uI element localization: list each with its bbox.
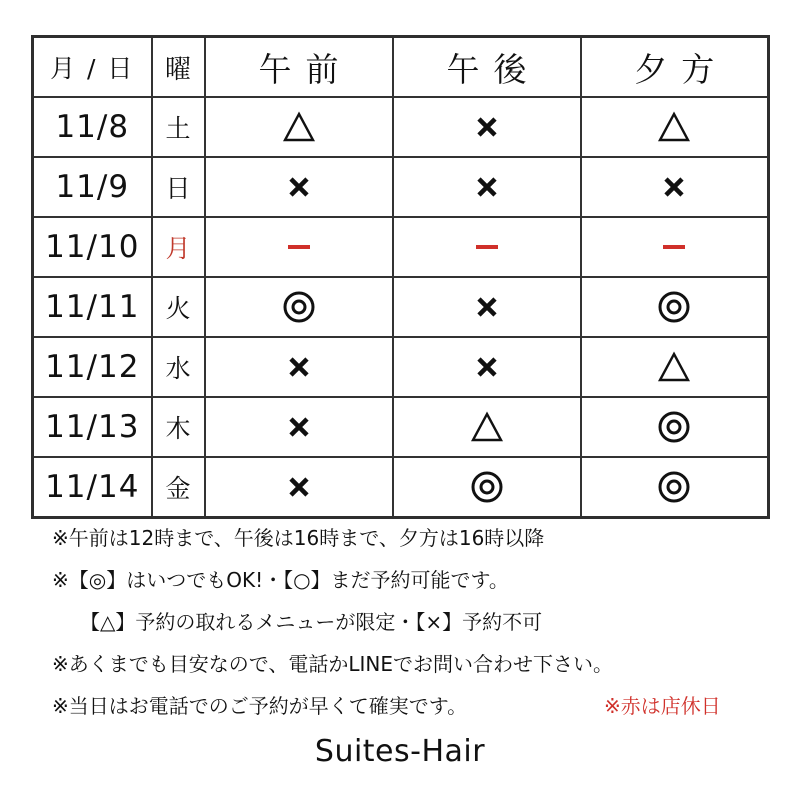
slot-am [205,97,393,157]
row-weekday: 木 [152,397,205,457]
slot-pm [393,397,581,457]
note-closed-legend: ※赤は店休日 [604,694,721,718]
row-weekday: 水 [152,337,205,397]
header-day: 曜 [152,37,205,98]
table-row [33,217,769,277]
row-weekday: 火 [152,277,205,337]
cross-icon [470,170,504,204]
table-row [33,457,769,518]
triangle-icon [282,110,316,144]
row-date: 11/10 [33,217,152,277]
cross-icon [470,350,504,384]
table-row [33,337,769,397]
slot-am [205,217,393,277]
slot-am [205,397,393,457]
slot-am [205,337,393,397]
slot-am [205,277,393,337]
cross-icon [470,110,504,144]
brand-name: Suites-Hair [314,734,486,769]
slot-eve [581,397,769,457]
cross-icon [282,170,316,204]
dash-icon [470,230,504,264]
note-hours: ※午前は12時まで、午後は16時まで、夕方は16時以降 [52,526,545,550]
slot-eve [581,97,769,157]
cross-icon [657,170,691,204]
row-date: 11/13 [33,397,152,457]
header-morning: 午前 [205,37,393,98]
slot-eve [581,157,769,217]
cross-icon [282,350,316,384]
note-same-day: ※当日はお電話でのご予約が早くて確実です。 [52,694,468,718]
table-row [33,277,769,337]
header-evening: 夕方 [581,37,769,98]
cross-icon [470,290,504,324]
row-weekday: 土 [152,97,205,157]
triangle-icon [657,350,691,384]
note-contact: ※あくまでも目安なので、電話かLINEでお問い合わせ下さい。 [52,652,613,676]
header-row [33,37,769,98]
dash-icon [657,230,691,264]
row-date: 11/8 [33,97,152,157]
note-legend-1: ※【◎】はいつでもOK!・【○】まだ予約可能です。 [52,568,509,592]
slot-pm [393,97,581,157]
slot-eve [581,277,769,337]
schedule-table [31,35,770,519]
double-circle-icon [657,410,691,444]
slot-am [205,457,393,518]
header-afternoon: 午後 [393,37,581,98]
triangle-icon [657,110,691,144]
slot-eve [581,457,769,518]
double-circle-icon [470,470,504,504]
row-date: 11/11 [33,277,152,337]
row-weekday: 金 [152,457,205,518]
slot-eve [581,337,769,397]
row-weekday: 日 [152,157,205,217]
cross-icon [282,470,316,504]
slot-pm [393,217,581,277]
cross-icon [282,410,316,444]
row-date: 11/12 [33,337,152,397]
slot-pm [393,157,581,217]
slot-pm [393,337,581,397]
row-weekday: 月 [152,217,205,277]
slot-pm [393,277,581,337]
double-circle-icon [657,470,691,504]
double-circle-icon [657,290,691,324]
double-circle-icon [282,290,316,324]
slot-am [205,157,393,217]
slot-eve [581,217,769,277]
row-date: 11/9 [33,157,152,217]
triangle-icon [470,410,504,444]
table-row [33,157,769,217]
slot-pm [393,457,581,518]
note-legend-2: 【△】予約の取れるメニューが限定・【×】予約不可 [80,610,543,634]
table-row [33,97,769,157]
row-date: 11/14 [33,457,152,518]
header-date: 月 / 日 [33,37,152,98]
table-row [33,397,769,457]
dash-icon [282,230,316,264]
